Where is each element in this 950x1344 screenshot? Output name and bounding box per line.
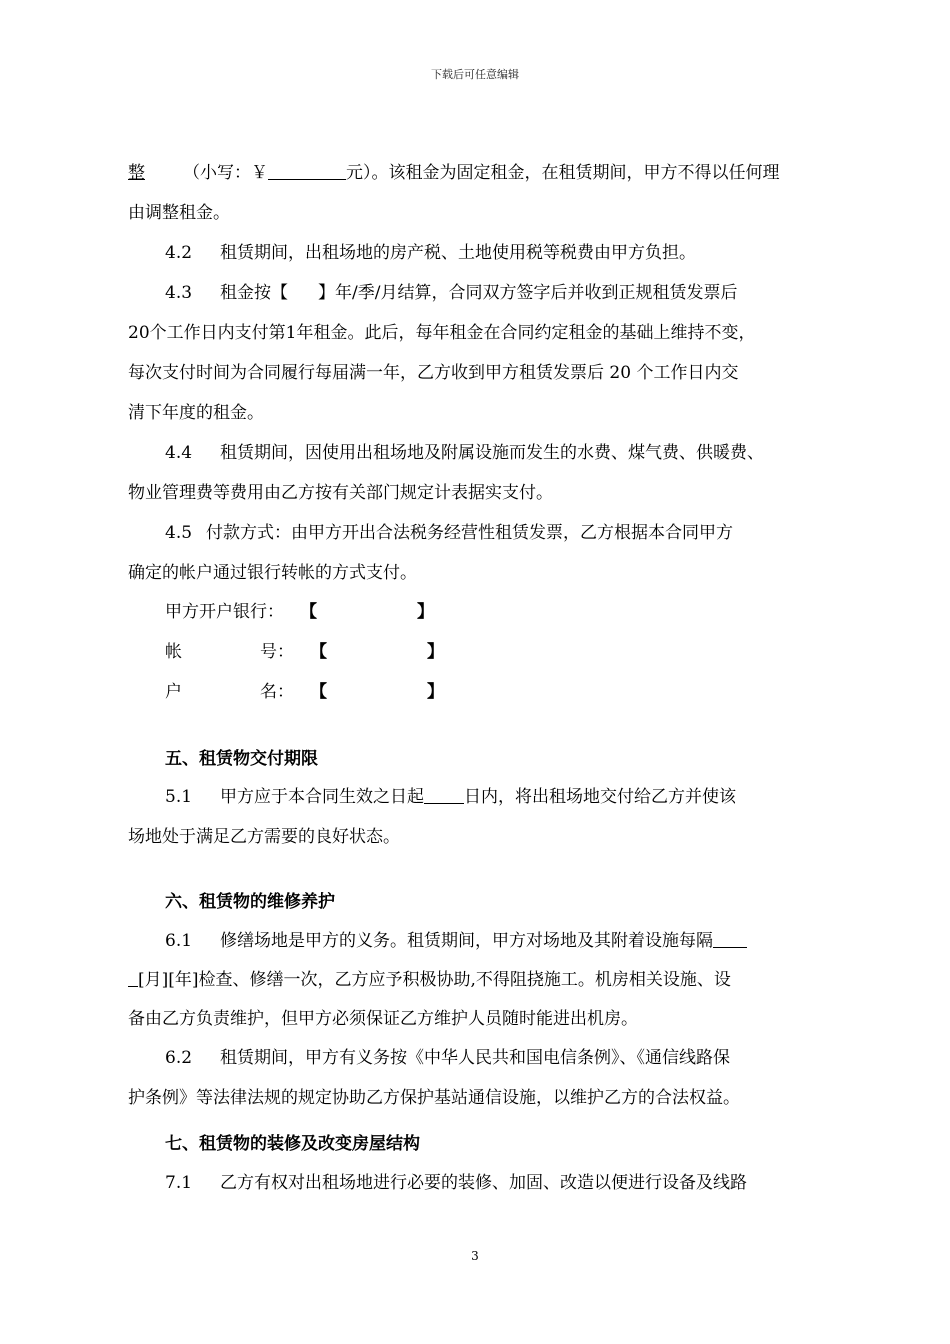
clause-text: 】年/季/月结算，合同双方签字后并收到正规租赁发票后 (318, 283, 738, 303)
clause-line (165, 241, 865, 265)
clause-line (165, 1171, 865, 1195)
bracket-close: 】 (417, 602, 434, 622)
paragraph-line: 物业管理费等费用由乙方按有关部门规定计表据实支付。 (128, 483, 553, 503)
blank-underline (424, 785, 464, 804)
clause-text: 租赁期间，因使用出租场地及附属设施而发生的水费、煤气费、供暖费、 (220, 443, 765, 463)
account-number-line (165, 640, 865, 664)
blank-underline (128, 968, 138, 987)
paragraph-line: 每次支付时间为合同履行每届满一年，乙方收到甲方租赁发票后 20 个工作日内交 (128, 363, 739, 383)
clause-line (165, 521, 865, 545)
clause-text: 租金按【 (220, 283, 289, 303)
account-name-line (165, 680, 865, 704)
section-heading-5: 五、租赁物交付期限 (165, 749, 318, 769)
clause-text: 修缮场地是甲方的义务。租赁期间，甲方对场地及其附着设施每隔 (220, 931, 714, 951)
underlined-text: 整 (128, 163, 145, 183)
text: 元） (346, 163, 372, 183)
paragraph-line: 场地处于满足乙方需要的良好状态。 (128, 827, 400, 847)
bracket-close: 】 (427, 682, 444, 702)
clause-text: 付款方式：由甲方开出合法税务经营性租赁发票，乙方根据本合同甲方 (206, 523, 734, 543)
clause-line (165, 1046, 865, 1070)
field-label: 甲方开户银行： (165, 602, 284, 622)
clause-text: 租赁期间，出租场地的房产税、土地使用税等税费由甲方负担。 (220, 243, 697, 263)
bracket-close: 】 (427, 642, 444, 662)
bracket-open: 【 (310, 642, 327, 662)
clause-text: 乙方有权对出租场地进行必要的装修、加固、改造以便进行设备及线路 (220, 1173, 748, 1193)
clause-number: 4.2 (165, 243, 193, 263)
page-number: 3 (471, 1249, 479, 1263)
clause-line (165, 281, 865, 305)
paragraph-line: 确定的帐户通过银行转帐的方式支付。 (128, 563, 417, 583)
blank-underline (268, 161, 346, 180)
paragraph-line (128, 161, 828, 185)
clause-number: 7.1 (165, 1173, 193, 1193)
paragraph-line: 由调整租金。 (128, 203, 230, 223)
paragraph-line (128, 968, 828, 992)
clause-number: 5.1 (165, 787, 193, 807)
field-label: 户 (165, 682, 182, 702)
clause-line (165, 441, 865, 465)
blank-underline (713, 929, 747, 948)
section-heading-7: 七、租赁物的装修及改变房屋结构 (165, 1134, 420, 1154)
clause-number: 6.2 (165, 1048, 193, 1068)
field-label: 名： (260, 682, 294, 702)
clause-text: 甲方应于本合同生效之日起 (220, 787, 425, 807)
section-heading-6: 六、租赁物的维修养护 (165, 892, 335, 912)
field-label: 号： (260, 642, 294, 662)
bracket-open: 【 (300, 602, 317, 622)
clause-number: 4.3 (165, 283, 193, 303)
paragraph-line: 清下年度的租金。 (128, 403, 264, 423)
text: （小写：￥ (183, 163, 268, 183)
clause-number: 6.1 (165, 931, 193, 951)
clause-text: 日内，将出租场地交付给乙方并使该 (464, 787, 737, 807)
paragraph-line: 护条例》等法律法规的规定协助乙方保护基站通信设施，以维护乙方的合法权益。 (128, 1088, 740, 1108)
clause-line (165, 929, 865, 953)
clause-text: 租赁期间，甲方有义务按《中华人民共和国电信条例》、《通信线路保 (220, 1048, 731, 1068)
clause-number: 4.4 (165, 443, 193, 463)
text: 。该租金为固定租金，在租赁期间，甲方不得以任何理 (371, 163, 780, 183)
clause-line (165, 785, 865, 809)
page-header: 下载后可任意编辑 (431, 68, 519, 81)
bracket-open: 【 (310, 682, 327, 702)
paragraph-line: 备由乙方负责维护，但甲方必须保证乙方维护人员随时能进出机房。 (128, 1009, 638, 1029)
field-label: 帐 (165, 642, 182, 662)
clause-number: 4.5 (165, 523, 193, 543)
bank-name-line (165, 600, 865, 624)
paragraph-line: 20个工作日内支付第1年租金。此后，每年租金在合同约定租金的基础上维持不变， (128, 323, 756, 343)
text: [月][年]检查、修缮一次，乙方应予积极协助,不得阻挠施工。机房相关设施、设 (138, 970, 731, 990)
